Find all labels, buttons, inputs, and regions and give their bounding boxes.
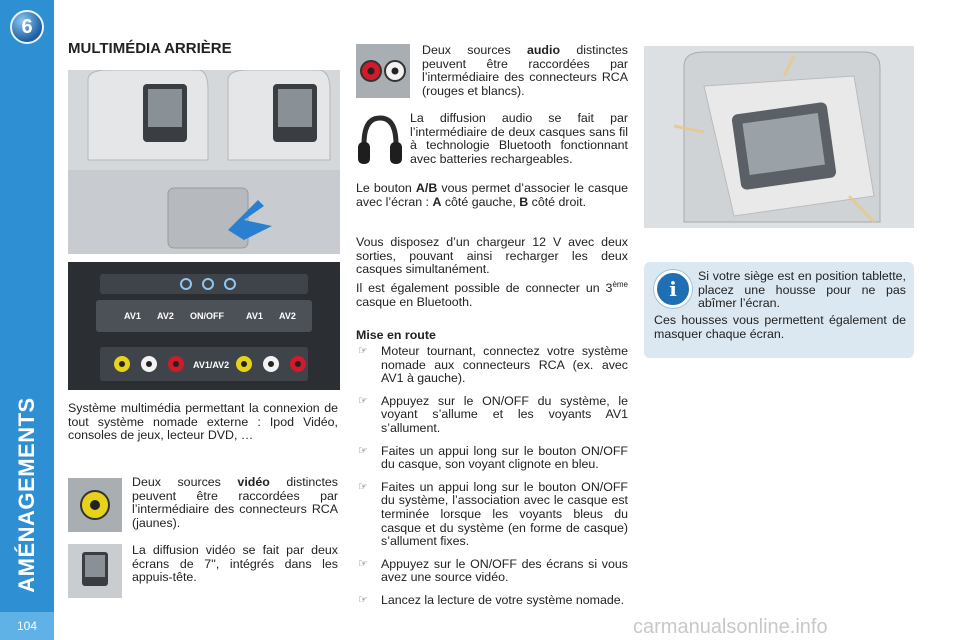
panel-label-on-off: ON/OFF: [190, 311, 224, 321]
panel-label-av1-av2: AV1/AV2: [193, 360, 230, 370]
list-item: ☞ Faites un appui long sur le bouton ON/OFF du système, l’association avec le casque est terminée lorsque les voyants bleus du casque et du système (en forme de casque) s’allument fixes.: [358, 479, 628, 549]
page-number: 104: [0, 612, 54, 640]
panel-label-av2-left: AV2: [157, 311, 174, 321]
system-intro-text: Système multimédia permettant la connexion de tout système nomade externe : Ipod Vidéo, consoles de jeux, lecteur DVD, …: [68, 401, 338, 443]
start-heading: Mise en route: [356, 328, 436, 342]
pointing-hand-icon: ☞: [358, 593, 368, 606]
headrest-screen-thumbnail: [68, 544, 122, 598]
list-item: ☞ Moteur tournant, connectez votre système nomade aux connecteurs RCA (ex. avec AV1 à gauche).: [358, 344, 628, 386]
pointing-hand-icon: ☞: [358, 345, 368, 357]
start-steps-list: [356, 345, 628, 617]
yellow-rca-connector-icon: [68, 478, 122, 532]
video-sources-text: Deux sources vidéo distinctes peuvent être raccordées par l’intermédiaire des connecteurs RCA (jaunes).: [132, 475, 338, 530]
watermark: carmanualsonline.info: [633, 616, 828, 638]
pointing-hand-icon: ☞: [358, 557, 368, 570]
chapter-title: AMÉNAGEMENTS: [14, 397, 39, 593]
info-seat-text: Si votre siège est en position tablette, placez une housse pour ne pas abîmer l’écran.: [698, 269, 906, 311]
list-item: ☞ Lancez la lecture de votre système nomade.: [358, 592, 625, 607]
screen-cover-illustration: [644, 46, 914, 228]
red-white-rca-connector-icon: [356, 44, 410, 98]
info-covers-text: Ces housses vous permettent également de masquer chaque écran.: [654, 313, 906, 341]
charger-text: Vous disposez d’un chargeur 12 V avec deux sorties, pouvant ainsi recharger les deux casques simultanément.: [356, 235, 628, 277]
chapter-number-badge: 6: [10, 10, 44, 44]
bluetooth-headphones-text: La diffusion audio se fait par l’intermédiaire de deux casques sans fil à technologie Bluetooth fonctionnant avec batteries rechargeables.: [410, 111, 628, 166]
audio-sources-text: Deux sources audio distinctes peuvent être raccordées par l’intermédiaire des connecteurs RCA (rouges et blancs).: [422, 43, 628, 98]
panel-label-av2-right: AV2: [279, 311, 296, 321]
panel-label-av1-right: AV1: [246, 311, 263, 321]
ab-button-text: Le bouton A/B vous permet d’associer le casque avec l’écran : A côté gauche, B côté droit.: [356, 181, 628, 209]
headphones-icon: [356, 112, 404, 172]
info-box: [644, 262, 914, 358]
list-item: ☞ Appuyez sur le ON/OFF du système, le voyant s’allume et les voyants AV1 s’allument.: [358, 393, 628, 435]
pointing-hand-icon: ☞: [358, 444, 368, 457]
pointing-hand-icon: ☞: [358, 480, 368, 493]
section-title: MULTIMÉDIA ARRIÈRE: [68, 40, 232, 57]
info-icon: i: [654, 270, 692, 308]
pointing-hand-icon: ☞: [358, 394, 368, 407]
third-headset-text: Il est également possible de connecter un 3ème casque en Bluetooth.: [356, 280, 628, 309]
video-screens-text: La diffusion vidéo se fait par deux écrans de 7'', intégrés dans les appuis-tête.: [132, 543, 338, 585]
headrest-screens-illustration: [68, 70, 340, 254]
connector-panel-detail: [68, 262, 340, 390]
panel-label-av1-left: AV1: [124, 311, 141, 321]
list-item: ☞ Faites un appui long sur le bouton ON/OFF du casque, son voyant clignote en bleu.: [358, 443, 628, 472]
list-item: ☞ Appuyez sur le ON/OFF des écrans si vous avez une source vidéo.: [358, 556, 628, 585]
